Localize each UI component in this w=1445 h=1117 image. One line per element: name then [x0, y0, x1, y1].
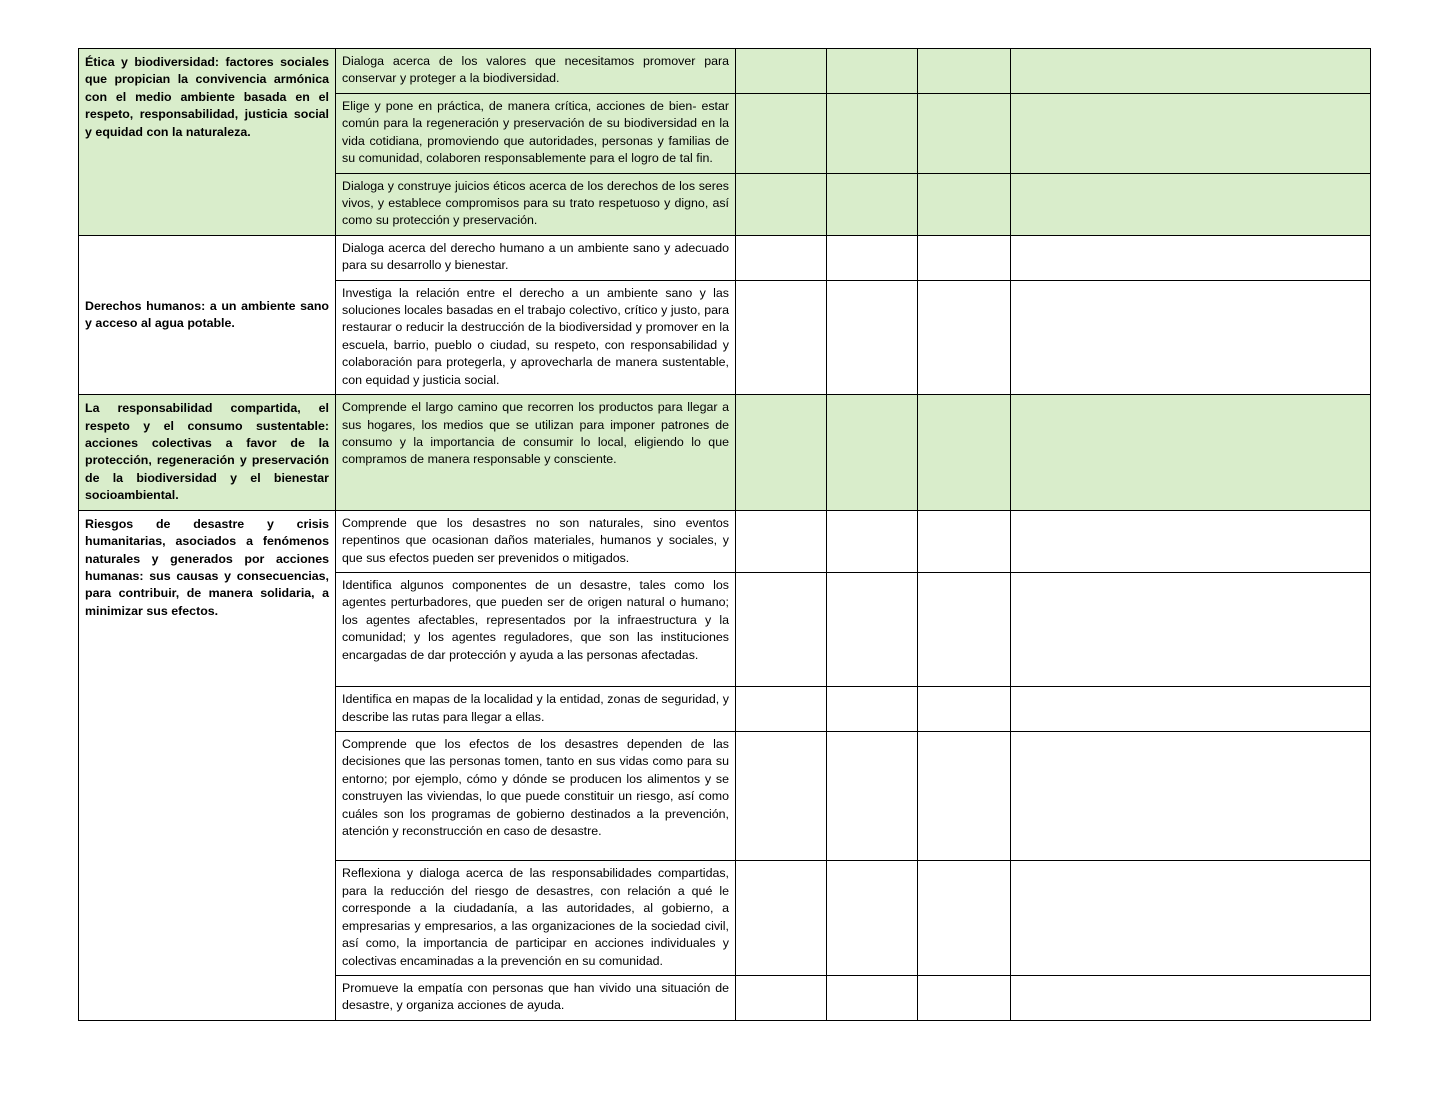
mark-cell-2[interactable]	[827, 235, 918, 280]
description-cell	[336, 510, 736, 572]
mark-cell-2[interactable]	[827, 173, 918, 235]
mark-cell-4[interactable]	[1011, 49, 1371, 94]
mark-cell-2[interactable]	[827, 280, 918, 395]
table-row	[79, 235, 1371, 280]
description-text: Promueve la empatía con personas que han vivido una situación de desastre, y organiza acciones de ayuda.	[342, 980, 729, 1013]
mark-cell-3[interactable]	[918, 861, 1011, 976]
table-row	[79, 49, 1371, 94]
mark-cell-4[interactable]	[1011, 731, 1371, 861]
mark-cell-4[interactable]	[1011, 93, 1371, 173]
description-cell	[336, 173, 736, 235]
mark-cell-1[interactable]	[736, 395, 827, 511]
group-title-cell-riesgos	[79, 510, 336, 1020]
group-title-cell-derechos-humanos	[79, 235, 336, 394]
mark-cell-1[interactable]	[736, 93, 827, 173]
mark-cell-2[interactable]	[827, 93, 918, 173]
mark-cell-3[interactable]	[918, 173, 1011, 235]
mark-cell-2[interactable]	[827, 49, 918, 94]
description-cell	[336, 93, 736, 173]
mark-cell-3[interactable]	[918, 731, 1011, 861]
group-title-cell-responsabilidad	[79, 395, 336, 511]
mark-cell-1[interactable]	[736, 572, 827, 686]
mark-cell-4[interactable]	[1011, 572, 1371, 686]
mark-cell-3[interactable]	[918, 687, 1011, 732]
mark-cell-2[interactable]	[827, 731, 918, 861]
description-text: Comprende que los desastres no son naturales, sino eventos repentinos que ocasionan daños materiales, humanos y sociales, y que sus efectos pueden ser prevenidos o mitigados.	[342, 515, 729, 565]
group-title-text: Derechos humanos: a un ambiente sano y acceso al agua potable.	[85, 298, 329, 330]
group-title-text: Ética y biodiversidad: factores sociales que propician la convivencia armónica con el medio ambiente basada en el respeto, responsabilidad, justicia social y equidad con la naturaleza.	[85, 55, 329, 139]
mark-cell-2[interactable]	[827, 861, 918, 976]
description-cell	[336, 687, 736, 732]
description-cell	[336, 49, 736, 94]
mark-cell-1[interactable]	[736, 510, 827, 572]
description-text: Elige y pone en práctica, de manera crítica, acciones de bien- estar común para la regeneración y preservación de su biodiversidad en la vida cotidiana, promoviendo que autoridades, personas y familias de su comunidad, colaboren responsablemente para el logro de tal fin.	[342, 98, 729, 166]
mark-cell-1[interactable]	[736, 861, 827, 976]
description-text: Comprende que los efectos de los desastres dependen de las decisiones que las personas tomen, tanto en sus vidas como para su entorno; por ejemplo, cómo y dónde se producen los alimentos y se construyen las viviendas, lo que puede constituir un riesgo, así como cuáles son los programas de gobierno destinados a la prevención, atención y reconstrucción en caso de desastre.	[342, 736, 729, 839]
description-cell	[336, 235, 736, 280]
mark-cell-3[interactable]	[918, 280, 1011, 395]
description-cell	[336, 280, 736, 395]
mark-cell-4[interactable]	[1011, 280, 1371, 395]
description-text: Dialoga y construye juicios éticos acerca de los derechos de los seres vivos, y establece compromisos para su trato respetuoso y digno, así como su protección y preservación.	[342, 178, 729, 228]
description-cell	[336, 861, 736, 976]
description-text: Identifica en mapas de la localidad y la entidad, zonas de seguridad, y describe las rutas para llegar a ellas.	[342, 692, 729, 724]
mark-cell-3[interactable]	[918, 49, 1011, 94]
group-title-cell-etica	[79, 49, 336, 236]
mark-cell-2[interactable]	[827, 510, 918, 572]
mark-cell-2[interactable]	[827, 572, 918, 686]
mark-cell-1[interactable]	[736, 235, 827, 280]
description-cell	[336, 731, 736, 861]
description-text: Reflexiona y dialoga acerca de las responsabilidades compartidas, para la reducción del riesgo de desastres, con relación a qué le corresponde a la ciudadanía, a las autoridades, al gobierno, a empresarias y empresarios, a las organizaciones de la sociedad civil, así como, la importancia de participar en acciones individuales y colectivas encaminadas a la prevención en su comunidad.	[342, 866, 729, 968]
mark-cell-2[interactable]	[827, 395, 918, 511]
mark-cell-1[interactable]	[736, 173, 827, 235]
mark-cell-4[interactable]	[1011, 687, 1371, 732]
mark-cell-4[interactable]	[1011, 510, 1371, 572]
mark-cell-3[interactable]	[918, 975, 1011, 1020]
mark-cell-4[interactable]	[1011, 173, 1371, 235]
mark-cell-1[interactable]	[736, 975, 827, 1020]
mark-cell-1[interactable]	[736, 280, 827, 395]
table-row	[79, 395, 1371, 511]
mark-cell-1[interactable]	[736, 687, 827, 732]
group-title-text: Riesgos de desastre y crisis humanitarias, asociados a fenómenos naturales y generados por acciones humanas: sus causas y consecuencias, para contribuir, de manera solidaria, a minimizar sus efectos.	[85, 516, 329, 618]
description-cell	[336, 975, 736, 1020]
description-cell	[336, 572, 736, 686]
mark-cell-4[interactable]	[1011, 235, 1371, 280]
description-text: Investiga la relación entre el derecho a un ambiente sano y las soluciones locales basadas en el trabajo colectivo, crítico y justo, para restaurar o reducir la destrucción de la biodiversidad y promover en la escuela, barrio, pueblo o ciudad, su respeto, con responsabilidad y colaboración para protegerla, y aprovecharla de manera sustentable, con equidad y justicia social.	[342, 285, 729, 387]
description-text: Comprende el largo camino que recorren los productos para llegar a sus hogares, los medios que se utilizan para imponer patrones de consumo y la importancia de consumir lo local, eligiendo lo que compramos de manera responsable y consciente.	[342, 400, 729, 467]
mark-cell-3[interactable]	[918, 510, 1011, 572]
mark-cell-3[interactable]	[918, 93, 1011, 173]
mark-cell-3[interactable]	[918, 235, 1011, 280]
mark-cell-2[interactable]	[827, 687, 918, 732]
description-text: Dialoga acerca de los valores que necesitamos promover para conservar y proteger a la biodiversidad.	[342, 54, 729, 86]
curriculum-table	[78, 48, 1371, 1021]
mark-cell-3[interactable]	[918, 572, 1011, 686]
mark-cell-3[interactable]	[918, 395, 1011, 511]
table-body	[79, 49, 1371, 1021]
description-text: Identifica algunos componentes de un desastre, tales como los agentes perturbadores, que pueden ser de origen natural o humano; los agentes afectables, representados por la infraestructura y la comunidad; y los agentes reguladores, que son las instituciones encargadas de dar protección y ayuda a las personas afectadas.	[342, 577, 729, 662]
table-row	[79, 510, 1371, 572]
mark-cell-1[interactable]	[736, 49, 827, 94]
mark-cell-2[interactable]	[827, 975, 918, 1020]
group-title-text: La responsabilidad compartida, el respeto y el consumo sustentable: acciones colectivas a favor de la protección, regeneración y preservación de la biodiversidad y el bienestar socioambiental.	[85, 401, 329, 503]
description-cell	[336, 395, 736, 511]
mark-cell-1[interactable]	[736, 731, 827, 861]
mark-cell-4[interactable]	[1011, 975, 1371, 1020]
mark-cell-4[interactable]	[1011, 395, 1371, 511]
mark-cell-4[interactable]	[1011, 861, 1371, 976]
description-text: Dialoga acerca del derecho humano a un ambiente sano y adecuado para su desarrollo y bienestar.	[342, 240, 729, 273]
